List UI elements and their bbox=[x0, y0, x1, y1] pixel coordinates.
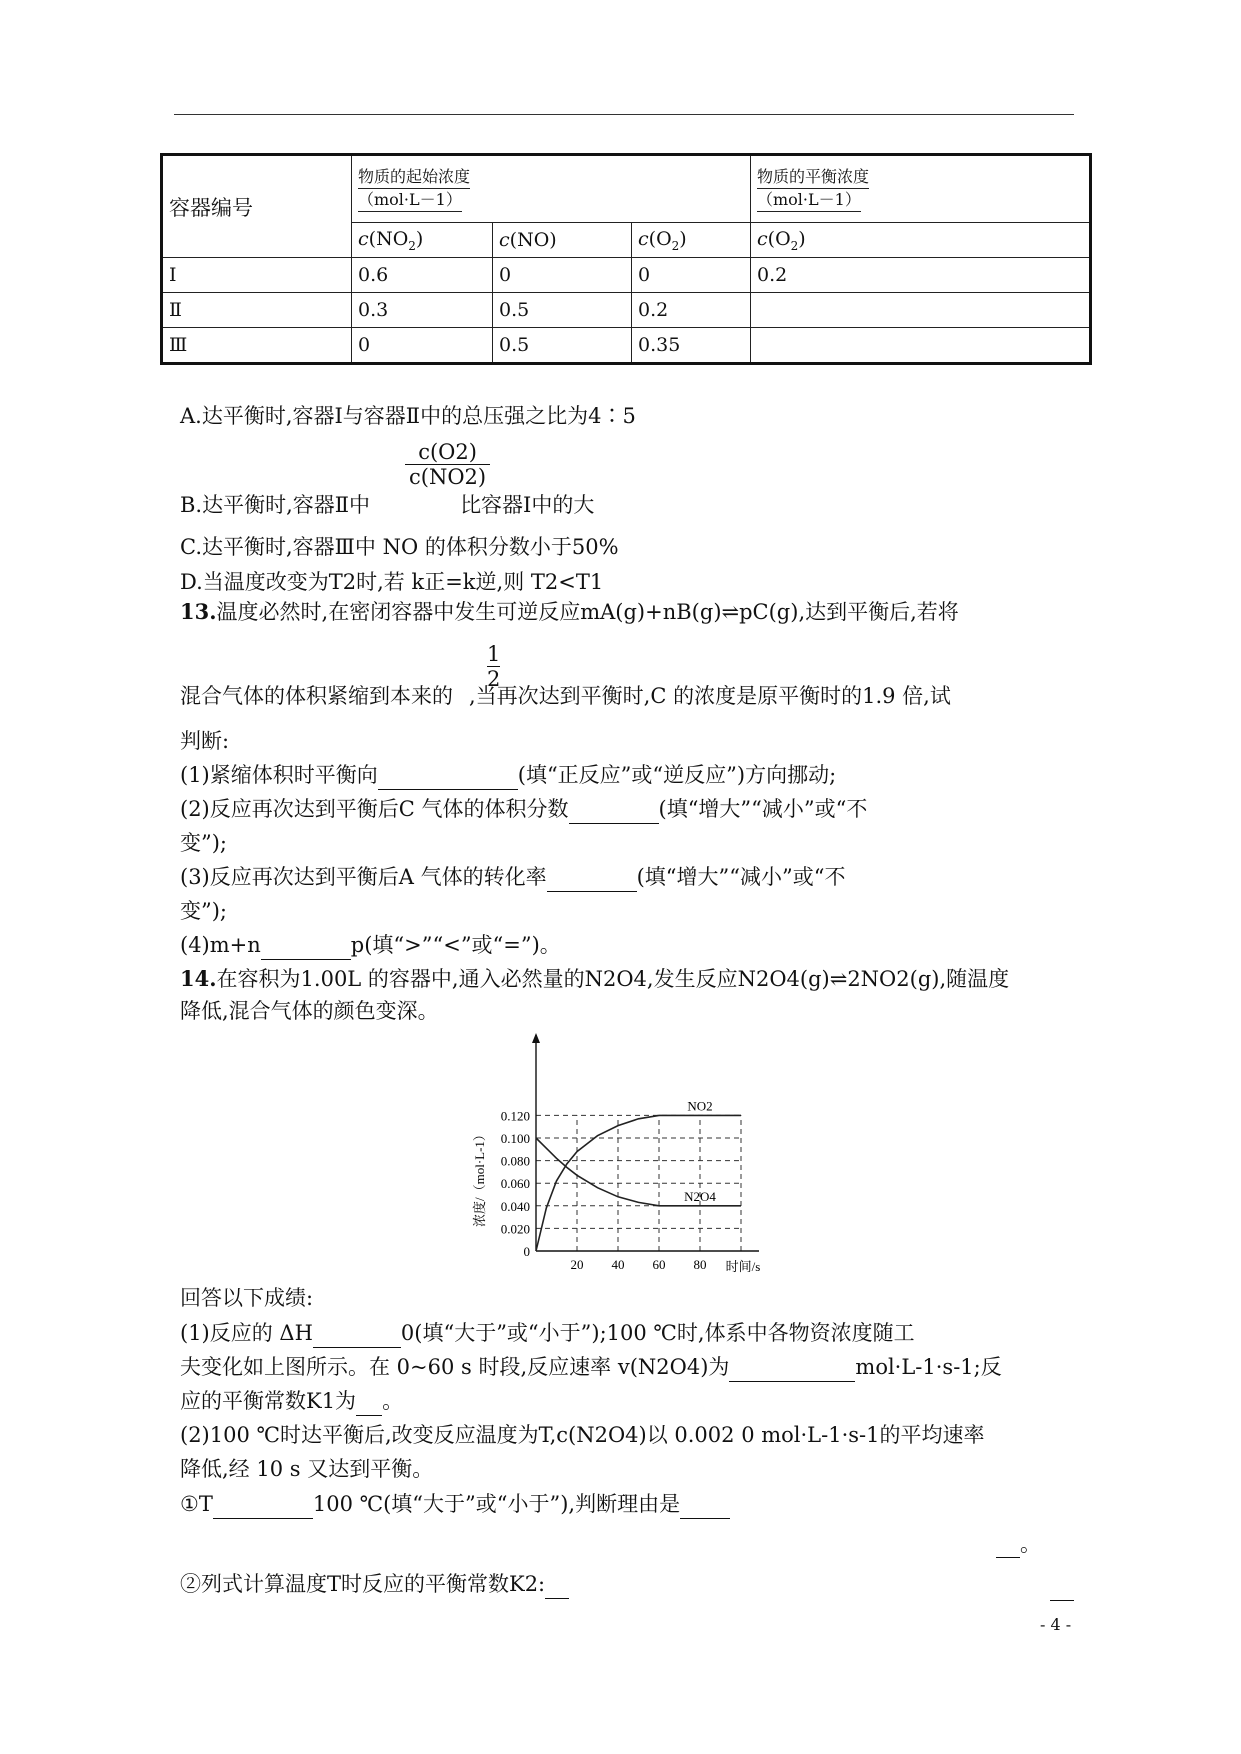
table-cell: 0 bbox=[632, 258, 751, 293]
table-cell: 0 bbox=[493, 258, 632, 293]
q14-number: 14. bbox=[180, 966, 217, 991]
table-row bbox=[162, 293, 1091, 328]
x-axis-label: 时间/s bbox=[725, 1259, 761, 1274]
q14-part1b-post: mol·L-1·s-1;反 bbox=[855, 1355, 1002, 1379]
table-cell: 0.5 bbox=[493, 293, 632, 328]
chart-axes bbox=[532, 1033, 759, 1251]
col-label: $c(NO_2)$ bbox=[352, 223, 493, 258]
q13-stem-line2 bbox=[180, 681, 951, 711]
y-tick-label: 0.060 bbox=[500, 1176, 530, 1192]
q14-part2c-pre: ①T bbox=[180, 1492, 213, 1516]
chart-grid bbox=[536, 1115, 741, 1251]
q13-stem-line1 bbox=[180, 597, 959, 627]
q14-part2d bbox=[996, 1528, 1041, 1558]
option-c: C.达平衡时,容器Ⅲ中 NO 的体积分数小于50% bbox=[180, 535, 619, 559]
table-cell: 0 bbox=[352, 328, 493, 364]
frac-numerator: c(O2) bbox=[418, 440, 477, 464]
q13-part2-pre: (2)反应再次达到平衡后C 气体的体积分数 bbox=[180, 797, 569, 821]
y-tick-label: 0.120 bbox=[500, 1108, 530, 1124]
q14-part2e-text: ②列式计算温度T时反应的平衡常数K2: bbox=[180, 1572, 546, 1596]
option-d: D.当温度改变为T2时,若 k正=k逆,则 T2<T1 bbox=[180, 570, 604, 594]
q13-part3-cont: 变”); bbox=[180, 899, 228, 923]
q14-part2d-end: 。 bbox=[1020, 1532, 1041, 1556]
series-label: N2O4 bbox=[684, 1188, 716, 1204]
frac-numerator: 1 bbox=[487, 642, 501, 666]
q13-part4 bbox=[180, 930, 561, 960]
table-cell bbox=[751, 328, 1091, 364]
q14-part1c-pre: 应的平衡常数K1为 bbox=[180, 1389, 357, 1413]
q13-part2 bbox=[180, 794, 867, 824]
option-b bbox=[180, 490, 594, 520]
y-axis-label: 浓度/（mol·L-1） bbox=[472, 1128, 487, 1228]
y-tick-label: 0 bbox=[523, 1244, 530, 1259]
q14-part1a bbox=[180, 1318, 915, 1348]
q13-part4-post: p(填“>”“<”或“=”)。 bbox=[350, 933, 561, 957]
table-cell: 0.35 bbox=[632, 328, 751, 364]
q14-part2a: (2)100 ℃时达平衡后,改变反应温度为T,c(N2O4)以 0.002 0 mol·L-1·s-1的平均速率 bbox=[180, 1423, 985, 1447]
concentration-table bbox=[160, 153, 1092, 365]
q13-stem-line3: 判断: bbox=[180, 729, 230, 753]
q14-part1a-post: 0(填“大于”或“小于”);100 ℃时,体系中各物资浓度随工 bbox=[400, 1321, 915, 1345]
table-cell bbox=[751, 293, 1091, 328]
y-tick-label: 0.020 bbox=[500, 1221, 530, 1237]
q14-stem1: 在容积为1.00L 的容器中,通入必然量的N2O4,发生反应N2O4(g)⇌2NO2(g),随温度 bbox=[216, 967, 1010, 991]
answer-blank[interactable] bbox=[680, 1494, 730, 1519]
answer-blank[interactable] bbox=[729, 1357, 855, 1382]
q14-part1c bbox=[180, 1386, 403, 1416]
row-id: Ⅱ bbox=[162, 293, 352, 328]
q14-part2b: 降低,经 10 s 又达到平衡。 bbox=[180, 1457, 434, 1481]
table-cell: 0.5 bbox=[493, 328, 632, 364]
q14-part2e bbox=[180, 1569, 569, 1599]
answer-blank[interactable] bbox=[356, 1391, 382, 1416]
q14-part1b bbox=[180, 1352, 1002, 1382]
table-row bbox=[162, 328, 1091, 364]
q14-part1a-pre: (1)反应的 ΔH bbox=[180, 1321, 313, 1345]
q13-part1-pre: (1)紧缩体积时平衡向 bbox=[180, 763, 378, 787]
table-cell: 0.2 bbox=[751, 258, 1091, 293]
col-label: c(NO) bbox=[493, 223, 632, 258]
q13-part3-post: (填“增大”“减小”或“不 bbox=[636, 865, 846, 889]
answer-blank[interactable] bbox=[1050, 1600, 1074, 1601]
table-cell: 0.3 bbox=[352, 293, 493, 328]
answer-blank[interactable] bbox=[261, 935, 351, 960]
q14-answer-intro: 回答以下成绩: bbox=[180, 1286, 314, 1310]
table-row bbox=[162, 258, 1091, 293]
answer-blank[interactable] bbox=[545, 1574, 569, 1599]
q13-number: 13. bbox=[180, 599, 217, 624]
q13-part2-cont: 变”); bbox=[180, 831, 228, 855]
y-axis-arrow bbox=[532, 1033, 540, 1043]
header-container-id: 容器编号 bbox=[162, 155, 352, 258]
option-a: A.达平衡时,容器Ⅰ与容器Ⅱ中的总压强之比为4∶5 bbox=[180, 404, 636, 428]
q13-part1-post: (填“正反应”或“逆反应”)方向挪动; bbox=[517, 763, 837, 787]
header-initial-label: 物质的起始浓度 bbox=[358, 166, 470, 189]
series-label: NO2 bbox=[687, 1098, 713, 1114]
q13-part1 bbox=[180, 760, 836, 790]
col-label: $c(O_2)$ bbox=[751, 223, 1091, 258]
x-tick-label: 80 bbox=[693, 1257, 707, 1272]
x-tick-label: 60 bbox=[652, 1257, 666, 1272]
q14-part1b-pre: 夫变化如上图所示。在 0~60 s 时段,反应速率 v(N2O4)为 bbox=[180, 1355, 730, 1379]
q13-stem2-post: ,当再次达到平衡时,C 的浓度是原平衡时的1.9 倍,试 bbox=[469, 684, 951, 708]
answer-blank[interactable] bbox=[996, 1533, 1020, 1558]
page-number: - 4 - bbox=[1040, 1615, 1072, 1634]
table-cell: 0.6 bbox=[352, 258, 493, 293]
q13-part3-pre: (3)反应再次达到平衡后A 气体的转化率 bbox=[180, 865, 547, 889]
header-initial bbox=[352, 155, 751, 223]
y-tick-label: 0.100 bbox=[500, 1131, 530, 1146]
q14-part2c-post: 100 ℃(填“大于”或“小于”),判断理由是 bbox=[312, 1492, 681, 1516]
option-b-post: 比容器Ⅰ中的大 bbox=[460, 493, 595, 517]
table-cell: 0.2 bbox=[632, 293, 751, 328]
x-tick-label: 40 bbox=[611, 1257, 625, 1272]
answer-blank[interactable] bbox=[378, 765, 518, 790]
frac-denominator: 2 bbox=[487, 667, 501, 691]
row-id: Ⅰ bbox=[162, 258, 352, 293]
answer-blank[interactable] bbox=[569, 799, 659, 824]
answer-blank[interactable] bbox=[547, 867, 637, 892]
x-tick-label: 20 bbox=[570, 1257, 584, 1272]
row-id: Ⅲ bbox=[162, 328, 352, 364]
y-tick-label: 0.040 bbox=[500, 1198, 530, 1214]
header-equil-label: 物质的平衡浓度 bbox=[757, 166, 869, 189]
q13-stem1: 温度必然时,在密闭容器中发生可逆反应mA(g)+nB(g)⇌pC(g),达到平衡后,若将 bbox=[216, 600, 959, 624]
option-b-pre: B.达平衡时,容器Ⅱ中 bbox=[180, 493, 371, 517]
concentration-time-chart bbox=[462, 1025, 782, 1287]
option-b-fraction bbox=[405, 440, 490, 489]
frac-denominator: c(NO2) bbox=[405, 464, 490, 489]
col-label: $c(O_2)$ bbox=[632, 223, 751, 258]
header-equil-unit: （mol·L－1） bbox=[757, 189, 861, 212]
answer-blank[interactable] bbox=[313, 1323, 401, 1348]
q13-stem2-pre: 混合气体的体积紧缩到本来的 bbox=[180, 684, 453, 708]
header-rule bbox=[174, 114, 1074, 115]
header-initial-unit: （mol·L－1） bbox=[358, 189, 462, 212]
q13-part4-pre: (4)m+n bbox=[180, 933, 261, 957]
q14-part2c bbox=[180, 1489, 730, 1519]
answer-blank[interactable] bbox=[213, 1494, 313, 1519]
q14-stem-line2: 降低,混合气体的颜色变深。 bbox=[180, 999, 439, 1023]
header-equil bbox=[751, 155, 1091, 223]
q13-part2-post: (填“增大”“减小”或“不 bbox=[658, 797, 868, 821]
y-tick-label: 0.080 bbox=[500, 1153, 530, 1169]
q13-part3 bbox=[180, 862, 845, 892]
q14-part1c-post: 。 bbox=[382, 1389, 404, 1413]
q14-stem-line1 bbox=[180, 964, 1009, 994]
